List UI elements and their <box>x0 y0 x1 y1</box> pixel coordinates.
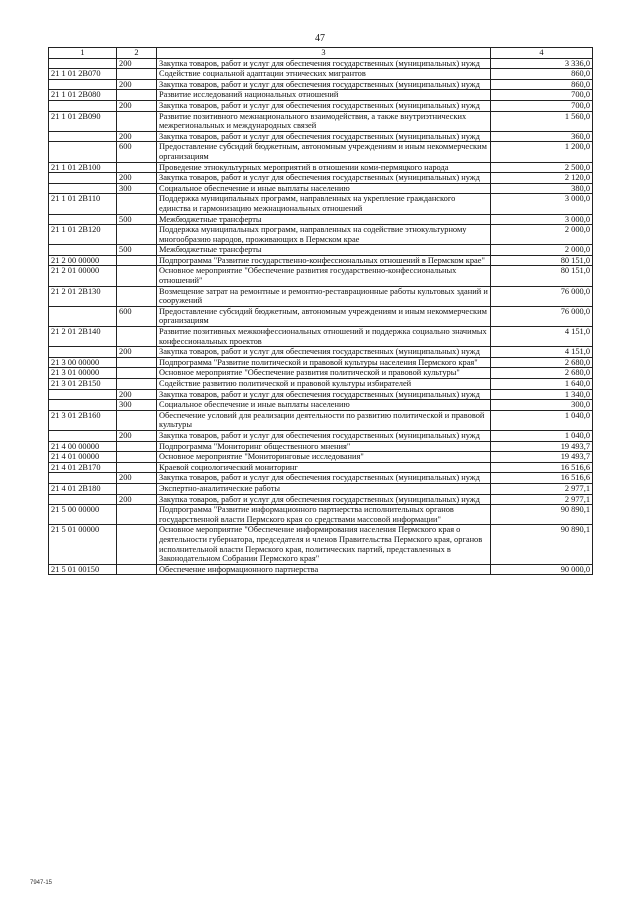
amount-cell: 380,0 <box>491 183 593 194</box>
name-cell: Содействие социальной адаптации этнических мигрантов <box>157 69 491 80</box>
name-cell: Обеспечение информационного партнерства <box>157 564 491 575</box>
kind-cell: 200 <box>117 347 157 358</box>
code-cell: 21 4 01 2В170 <box>49 462 117 473</box>
code-cell: 21 1 01 2В080 <box>49 90 117 101</box>
name-cell: Подпрограмма "Развитие политической и правовой культуры населения Пермского края" <box>157 357 491 368</box>
name-cell: Содействие развитию политической и правовой культуры избирателей <box>157 379 491 390</box>
kind-cell <box>117 266 157 286</box>
name-cell: Предоставление субсидий бюджетным, автономным учреждениям и иным некоммерческим организациям <box>157 306 491 326</box>
table-row <box>49 347 593 358</box>
table-row <box>49 245 593 256</box>
kind-cell: 500 <box>117 214 157 225</box>
name-cell: Развитие позитивного межнационального взаимодействия, а также внутриэтнических межрегиональных и международных связей <box>157 111 491 131</box>
code-cell: 21 3 01 00000 <box>49 368 117 379</box>
name-cell: Социальное обеспечение и иные выплаты населению <box>157 183 491 194</box>
name-cell: Подпрограмма "Развитие государственно-конфессиональных отношений в Пермском крае" <box>157 255 491 266</box>
table-row <box>49 525 593 564</box>
code-cell <box>49 100 117 111</box>
table-row <box>49 225 593 245</box>
page-number: 47 <box>315 33 325 44</box>
table-row <box>49 483 593 494</box>
kind-cell: 200 <box>117 430 157 441</box>
amount-cell: 1 560,0 <box>491 111 593 131</box>
table-row <box>49 111 593 131</box>
footer-code: 7947-15 <box>30 880 53 886</box>
table-row <box>49 327 593 347</box>
code-cell: 21 1 01 2В110 <box>49 194 117 214</box>
kind-cell: 600 <box>117 306 157 326</box>
kind-cell: 200 <box>117 79 157 90</box>
table-row <box>49 389 593 400</box>
table-row <box>49 473 593 484</box>
table-row <box>49 430 593 441</box>
kind-cell <box>117 441 157 452</box>
kind-cell: 300 <box>117 400 157 411</box>
table-row <box>49 194 593 214</box>
kind-cell: 200 <box>117 494 157 505</box>
table-row <box>49 564 593 575</box>
kind-cell <box>117 69 157 80</box>
amount-cell: 4 151,0 <box>491 347 593 358</box>
name-cell: Подпрограмма "Развитие информационного партнерства исполнительных органов государственной власти Пермского края со средствами массовой информации" <box>157 505 491 525</box>
kind-cell <box>117 162 157 173</box>
kind-cell <box>117 462 157 473</box>
table-row <box>49 183 593 194</box>
amount-cell: 700,0 <box>491 100 593 111</box>
kind-cell: 600 <box>117 142 157 162</box>
table-row <box>49 357 593 368</box>
table-row <box>49 162 593 173</box>
amount-cell: 16 516,6 <box>491 473 593 484</box>
code-cell: 21 4 01 00000 <box>49 452 117 463</box>
table-header-row <box>49 48 593 59</box>
name-cell: Поддержка муниципальных программ, направленных на содействие этнокультурному многообразию народов, проживающих в Пермском крае <box>157 225 491 245</box>
name-cell: Межбюджетные трансферты <box>157 245 491 256</box>
name-cell: Межбюджетные трансферты <box>157 214 491 225</box>
name-cell: Экспертно-аналитические работы <box>157 483 491 494</box>
code-cell <box>49 400 117 411</box>
kind-cell <box>117 483 157 494</box>
name-cell: Закупка товаров, работ и услуг для обеспечения государственных (муниципальных) нужд <box>157 58 491 69</box>
amount-cell: 3 000,0 <box>491 194 593 214</box>
code-cell <box>49 79 117 90</box>
kind-cell: 200 <box>117 473 157 484</box>
column-header-3: 3 <box>157 48 491 59</box>
table-row <box>49 69 593 80</box>
name-cell: Возмещение затрат на ремонтные и ремонтно-реставрационные работы культовых зданий и сооружений <box>157 286 491 306</box>
name-cell: Закупка товаров, работ и услуг для обеспечения государственных (муниципальных) нужд <box>157 494 491 505</box>
table-row <box>49 368 593 379</box>
code-cell: 21 3 01 2В150 <box>49 379 117 390</box>
name-cell: Закупка товаров, работ и услуг для обеспечения государственных (муниципальных) нужд <box>157 430 491 441</box>
code-cell: 21 3 00 00000 <box>49 357 117 368</box>
code-cell: 21 1 01 2В100 <box>49 162 117 173</box>
name-cell: Закупка товаров, работ и услуг для обеспечения государственных (муниципальных) нужд <box>157 473 491 484</box>
amount-cell: 1 200,0 <box>491 142 593 162</box>
table-row <box>49 266 593 286</box>
table-row <box>49 131 593 142</box>
kind-cell <box>117 255 157 266</box>
amount-cell: 19 493,7 <box>491 452 593 463</box>
code-cell <box>49 131 117 142</box>
code-cell <box>49 142 117 162</box>
amount-cell: 2 000,0 <box>491 225 593 245</box>
table-body <box>49 58 593 575</box>
amount-cell: 76 000,0 <box>491 286 593 306</box>
amount-cell: 3 336,0 <box>491 58 593 69</box>
table-row <box>49 286 593 306</box>
code-cell <box>49 494 117 505</box>
table-row <box>49 214 593 225</box>
amount-cell: 90 000,0 <box>491 564 593 575</box>
amount-cell: 700,0 <box>491 90 593 101</box>
amount-cell: 80 151,0 <box>491 266 593 286</box>
kind-cell <box>117 357 157 368</box>
name-cell: Закупка товаров, работ и услуг для обеспечения государственных (муниципальных) нужд <box>157 347 491 358</box>
table-row <box>49 505 593 525</box>
code-cell: 21 1 01 2В070 <box>49 69 117 80</box>
table-row <box>49 462 593 473</box>
code-cell: 21 4 00 00000 <box>49 441 117 452</box>
amount-cell: 2 500,0 <box>491 162 593 173</box>
table-row <box>49 173 593 184</box>
name-cell: Подпрограмма "Мониторинг общественного мнения" <box>157 441 491 452</box>
code-cell <box>49 306 117 326</box>
amount-cell: 76 000,0 <box>491 306 593 326</box>
name-cell: Закупка товаров, работ и услуг для обеспечения государственных (муниципальных) нужд <box>157 389 491 400</box>
code-cell: 21 5 00 00000 <box>49 505 117 525</box>
kind-cell: 200 <box>117 389 157 400</box>
amount-cell: 90 890,1 <box>491 525 593 564</box>
table-row <box>49 255 593 266</box>
column-header-1: 1 <box>49 48 117 59</box>
name-cell: Основное мероприятие "Мониторинговые исследования" <box>157 452 491 463</box>
amount-cell: 2 680,0 <box>491 357 593 368</box>
code-cell: 21 2 01 2В140 <box>49 327 117 347</box>
amount-cell: 1 640,0 <box>491 379 593 390</box>
code-cell: 21 2 00 00000 <box>49 255 117 266</box>
amount-cell: 2 977,1 <box>491 483 593 494</box>
kind-cell: 200 <box>117 100 157 111</box>
code-cell <box>49 173 117 184</box>
name-cell: Обеспечение условий для реализации деятельности по развитию политической и правовой культуры <box>157 410 491 430</box>
kind-cell <box>117 194 157 214</box>
table-row <box>49 90 593 101</box>
kind-cell <box>117 452 157 463</box>
code-cell <box>49 347 117 358</box>
table-row <box>49 400 593 411</box>
table-row <box>49 100 593 111</box>
amount-cell: 19 493,7 <box>491 441 593 452</box>
amount-cell: 1 340,0 <box>491 389 593 400</box>
code-cell: 21 3 01 2В160 <box>49 410 117 430</box>
kind-cell: 300 <box>117 183 157 194</box>
name-cell: Краевой социологический мониторинг <box>157 462 491 473</box>
amount-cell: 16 516,6 <box>491 462 593 473</box>
kind-cell <box>117 90 157 101</box>
kind-cell <box>117 111 157 131</box>
code-cell <box>49 473 117 484</box>
table-row <box>49 79 593 90</box>
kind-cell <box>117 327 157 347</box>
table-row <box>49 452 593 463</box>
name-cell: Проведение этнокультурных мероприятий в отношении коми-пермяцкого народа <box>157 162 491 173</box>
amount-cell: 2 680,0 <box>491 368 593 379</box>
kind-cell <box>117 368 157 379</box>
table-row <box>49 441 593 452</box>
name-cell: Закупка товаров, работ и услуг для обеспечения государственных (муниципальных) нужд <box>157 131 491 142</box>
amount-cell: 2 120,0 <box>491 173 593 184</box>
table-row <box>49 142 593 162</box>
amount-cell: 860,0 <box>491 79 593 90</box>
code-cell: 21 2 01 2В130 <box>49 286 117 306</box>
kind-cell <box>117 564 157 575</box>
budget-table <box>48 47 593 575</box>
name-cell: Основное мероприятие "Обеспечение развития политической и правовой культуры" <box>157 368 491 379</box>
name-cell: Социальное обеспечение и иные выплаты населению <box>157 400 491 411</box>
code-cell: 21 4 01 2В180 <box>49 483 117 494</box>
amount-cell: 1 040,0 <box>491 410 593 430</box>
name-cell: Основное мероприятие "Обеспечение развития государственно-конфессиональных отношений" <box>157 266 491 286</box>
amount-cell: 80 151,0 <box>491 255 593 266</box>
column-header-2: 2 <box>117 48 157 59</box>
name-cell: Закупка товаров, работ и услуг для обеспечения государственных (муниципальных) нужд <box>157 173 491 184</box>
name-cell: Поддержка муниципальных программ, направленных на укрепление гражданского единства и гармонизацию межнациональных отношений <box>157 194 491 214</box>
amount-cell: 860,0 <box>491 69 593 80</box>
table-row <box>49 58 593 69</box>
code-cell <box>49 183 117 194</box>
name-cell: Закупка товаров, работ и услуг для обеспечения государственных (муниципальных) нужд <box>157 100 491 111</box>
code-cell: 21 2 01 00000 <box>49 266 117 286</box>
amount-cell: 300,0 <box>491 400 593 411</box>
code-cell <box>49 58 117 69</box>
amount-cell: 4 151,0 <box>491 327 593 347</box>
code-cell <box>49 389 117 400</box>
kind-cell: 200 <box>117 173 157 184</box>
amount-cell: 90 890,1 <box>491 505 593 525</box>
kind-cell <box>117 379 157 390</box>
code-cell <box>49 214 117 225</box>
column-header-4: 4 <box>491 48 593 59</box>
name-cell: Развитие позитивных межконфессиональных отношений и поддержка социально значимых конфессиональных проектов <box>157 327 491 347</box>
kind-cell: 200 <box>117 58 157 69</box>
amount-cell: 2 000,0 <box>491 245 593 256</box>
table-row <box>49 410 593 430</box>
amount-cell: 1 040,0 <box>491 430 593 441</box>
name-cell: Основное мероприятие "Обеспечение информирования населения Пермского края о деятельности губернатора, председателя и членов Правительства Пермского края, органов исполнительной власти Пермского края, политических партий, представленных в Законодательном Собрании Пермского края" <box>157 525 491 564</box>
amount-cell: 2 977,1 <box>491 494 593 505</box>
name-cell: Развитие исследований национальных отношений <box>157 90 491 101</box>
name-cell: Закупка товаров, работ и услуг для обеспечения государственных (муниципальных) нужд <box>157 79 491 90</box>
table-row <box>49 494 593 505</box>
amount-cell: 3 000,0 <box>491 214 593 225</box>
code-cell: 21 1 01 2В090 <box>49 111 117 131</box>
table-row <box>49 306 593 326</box>
kind-cell <box>117 225 157 245</box>
code-cell: 21 5 01 00150 <box>49 564 117 575</box>
kind-cell <box>117 286 157 306</box>
amount-cell: 360,0 <box>491 131 593 142</box>
code-cell <box>49 430 117 441</box>
code-cell: 21 5 01 00000 <box>49 525 117 564</box>
kind-cell <box>117 525 157 564</box>
table-row <box>49 379 593 390</box>
code-cell: 21 1 01 2В120 <box>49 225 117 245</box>
kind-cell <box>117 410 157 430</box>
kind-cell: 200 <box>117 131 157 142</box>
kind-cell <box>117 505 157 525</box>
name-cell: Предоставление субсидий бюджетным, автономным учреждениям и иным некоммерческим организациям <box>157 142 491 162</box>
code-cell <box>49 245 117 256</box>
kind-cell: 500 <box>117 245 157 256</box>
